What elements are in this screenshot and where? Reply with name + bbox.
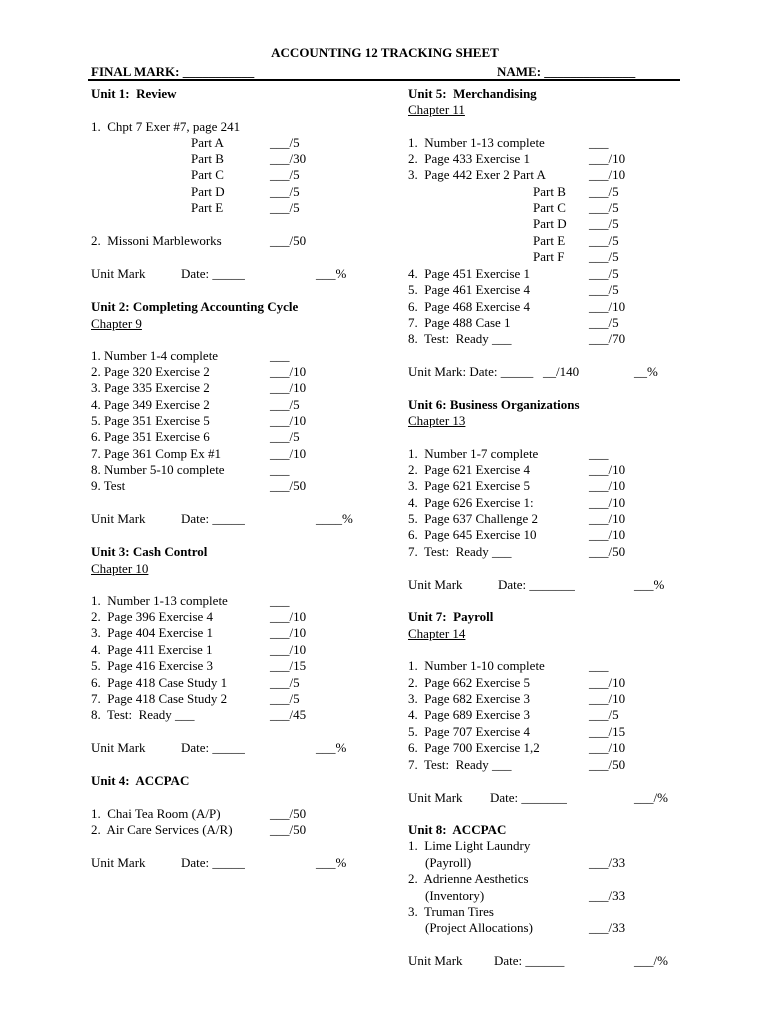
right-text-21: ___/5 [589,282,619,297]
right-text-59: 5. Page 707 Exercise 4 [408,724,531,739]
right-text-49: Unit 7: Payroll [408,609,494,624]
left-text-51: ___/15 [270,658,307,673]
right-text-73: (Inventory) [425,888,485,903]
right-text-75: 3. Truman Tires [408,904,494,919]
right-text-52: ___ [589,658,609,673]
page-title: ACCOUNTING 12 TRACKING SHEET [271,45,499,60]
right-text-57: 4. Page 689 Exercise 3 [408,707,531,722]
left-text-23: 3. Page 335 Exercise 2 [91,380,210,395]
right-text-18: 4. Page 451 Exercise 1 [408,266,531,281]
right-text-68: Unit 8: ACCPAC [408,822,507,837]
left-text-48: 4. Page 411 Exercise 1 [91,642,213,657]
right-text-41: ___/10 [589,511,626,526]
name-field: NAME: ______________ [497,64,636,79]
right-text-6: 3. Page 442 Exer 2 Part A [408,167,546,182]
left-text-43: ___ [270,593,290,608]
left-text-68: ___% [316,855,347,870]
left-text-55: ___/5 [270,691,300,706]
left-text-19: 1. Number 1-4 complete [91,348,219,363]
left-text-40: Unit 3: Cash Control [91,544,208,559]
left-text-32: ___/10 [270,446,307,461]
right-text-31: Chapter 13 [408,413,466,428]
right-text-20: 5. Page 461 Exercise 4 [408,282,531,297]
right-text-69: 1. Lime Light Laundry [408,838,531,853]
right-text-36: 3. Page 621 Exercise 5 [408,478,531,493]
left-text-34: ___ [270,462,290,477]
right-text-16: Part F [533,249,565,264]
right-text-51: 1. Number 1-10 complete [408,658,545,673]
left-text-20: ___ [270,348,290,363]
right-text-33: ___ [589,446,609,461]
right-text-58: ___/5 [589,707,619,722]
left-text-66: Unit Mark [91,855,146,870]
left-text-12: 2. Missoni Marbleworks [91,233,222,248]
left-text-21: 2. Page 320 Exercise 2 [91,364,210,379]
left-text-37: Unit Mark [91,511,146,526]
right-text-14: Part E [533,233,566,248]
right-text-42: 6. Page 645 Exercise 10 [408,527,537,542]
right-text-1: Chapter 11 [408,102,465,117]
right-text-30: Unit 6: Business Organizations [408,397,580,412]
left-text-60: ___% [316,740,347,755]
right-text-66: Date: _______ [490,790,567,805]
left-text-14: Unit Mark [91,266,146,281]
left-text-58: Unit Mark [91,740,146,755]
left-text-63: ___/50 [270,806,307,821]
left-text-65: ___/50 [270,822,307,837]
left-text-54: 7. Page 418 Case Study 2 [91,691,228,706]
left-text-4: Part B [191,151,224,166]
right-text-17: ___/5 [589,249,619,264]
left-text-15: Date: _____ [181,266,245,281]
right-text-40: 5. Page 637 Challenge 2 [408,511,538,526]
left-text-39: ____% [316,511,353,526]
right-text-45: ___/50 [589,544,626,559]
right-text-76: (Project Allocations) [425,920,533,935]
right-text-77: ___/33 [589,920,626,935]
right-text-48: ___% [634,577,665,592]
left-text-45: ___/10 [270,609,307,624]
right-text-24: 7. Page 488 Case 1 [408,315,511,330]
right-text-74: ___/33 [589,888,626,903]
right-text-43: ___/10 [589,527,626,542]
right-text-71: ___/33 [589,855,626,870]
final-mark-field: FINAL MARK: ___________ [91,64,255,79]
right-text-10: Part C [533,200,566,215]
left-text-2: Part A [191,135,224,150]
right-text-54: ___/10 [589,675,626,690]
left-text-10: Part E [191,200,224,215]
right-text-7: ___/10 [589,167,626,182]
left-text-62: 1. Chai Tea Room (A/P) [91,806,221,821]
right-text-4: 2. Page 433 Exercise 1 [408,151,531,166]
right-text-9: ___/5 [589,184,619,199]
right-text-29: __% [634,364,658,379]
left-text-44: 2. Page 396 Exercise 4 [91,609,214,624]
right-text-55: 3. Page 682 Exercise 3 [408,691,531,706]
right-text-25: ___/5 [589,315,619,330]
right-text-3: ___ [589,135,609,150]
right-text-79: Date: ______ [494,953,565,968]
right-text-35: ___/10 [589,462,626,477]
right-text-2: 1. Number 1-13 complete [408,135,545,150]
right-text-32: 1. Number 1-7 complete [408,446,539,461]
right-text-12: Part D [533,216,567,231]
left-text-22: ___/10 [270,364,307,379]
right-text-0: Unit 5: Merchandising [408,86,537,101]
right-text-5: ___/10 [589,151,626,166]
right-text-80: ___/% [634,953,668,968]
right-text-67: ___/% [634,790,668,805]
left-text-13: ___/50 [270,233,307,248]
left-text-0: Unit 1: Review [91,86,177,101]
right-text-46: Unit Mark [408,577,463,592]
right-text-47: Date: _______ [498,577,575,592]
left-text-24: ___/10 [270,380,307,395]
left-text-8: Part D [191,184,225,199]
left-text-35: 9. Test [91,478,126,493]
right-text-37: ___/10 [589,478,626,493]
left-text-28: ___/10 [270,413,307,428]
left-text-1: 1. Chpt 7 Exer #7, page 241 [91,119,241,134]
left-text-7: ___/5 [270,167,300,182]
left-text-5: ___/30 [270,151,307,166]
left-text-57: ___/45 [270,707,307,722]
left-text-53: ___/5 [270,675,300,690]
right-text-26: 8. Test: Ready ___ [408,331,512,346]
left-text-56: 8. Test: Ready ___ [91,707,195,722]
right-text-70: (Payroll) [425,855,472,870]
right-text-72: 2. Adrienne Aesthetics [408,871,529,886]
left-text-26: ___/5 [270,397,300,412]
left-text-29: 6. Page 351 Exercise 6 [91,429,210,444]
left-text-49: ___/10 [270,642,307,657]
right-text-39: ___/10 [589,495,626,510]
header-divider [88,79,680,81]
left-text-64: 2. Air Care Services (A/R) [91,822,233,837]
left-text-36: ___/50 [270,478,307,493]
left-text-33: 8. Number 5-10 complete [91,462,225,477]
right-text-34: 2. Page 621 Exercise 4 [408,462,531,477]
right-text-65: Unit Mark [408,790,463,805]
right-text-50: Chapter 14 [408,626,466,641]
right-text-62: ___/10 [589,740,626,755]
left-text-6: Part C [191,167,224,182]
right-text-44: 7. Test: Ready ___ [408,544,512,559]
right-text-38: 4. Page 626 Exercise 1: [408,495,534,510]
left-text-9: ___/5 [270,184,300,199]
left-text-16: ___% [316,266,347,281]
left-text-47: ___/10 [270,625,307,640]
left-text-50: 5. Page 416 Exercise 3 [91,658,214,673]
right-text-63: 7. Test: Ready ___ [408,757,512,772]
right-text-78: Unit Mark [408,953,463,968]
left-text-30: ___/5 [270,429,300,444]
right-text-27: ___/70 [589,331,626,346]
left-text-31: 7. Page 361 Comp Ex #1 [91,446,221,461]
left-text-41: Chapter 10 [91,561,149,576]
right-text-13: ___/5 [589,216,619,231]
left-text-11: ___/5 [270,200,300,215]
left-text-46: 3. Page 404 Exercise 1 [91,625,214,640]
right-text-23: ___/10 [589,299,626,314]
left-text-42: 1. Number 1-13 complete [91,593,228,608]
right-text-15: ___/5 [589,233,619,248]
left-text-3: ___/5 [270,135,300,150]
right-text-19: ___/5 [589,266,619,281]
left-text-59: Date: _____ [181,740,245,755]
left-text-27: 5. Page 351 Exercise 5 [91,413,210,428]
left-text-38: Date: _____ [181,511,245,526]
right-text-28: Unit Mark: Date: _____ __/140 [408,364,580,379]
right-text-61: 6. Page 700 Exercise 1,2 [408,740,540,755]
right-text-64: ___/50 [589,757,626,772]
right-text-60: ___/15 [589,724,626,739]
left-text-18: Chapter 9 [91,316,142,331]
right-text-22: 6. Page 468 Exercise 4 [408,299,531,314]
left-text-25: 4. Page 349 Exercise 2 [91,397,210,412]
right-text-8: Part B [533,184,566,199]
left-text-52: 6. Page 418 Case Study 1 [91,675,228,690]
left-text-61: Unit 4: ACCPAC [91,773,190,788]
left-text-67: Date: _____ [181,855,245,870]
right-text-56: ___/10 [589,691,626,706]
right-text-53: 2. Page 662 Exercise 5 [408,675,531,690]
left-text-17: Unit 2: Completing Accounting Cycle [91,299,299,314]
right-text-11: ___/5 [589,200,619,215]
